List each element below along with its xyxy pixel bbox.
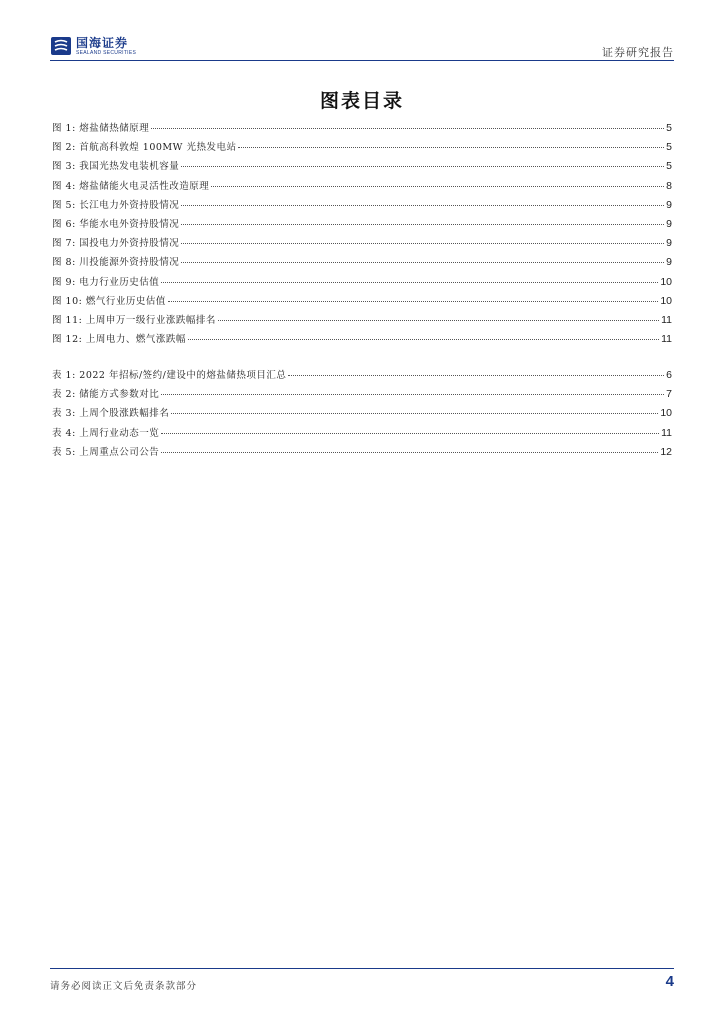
toc-entry-label: 表 3: 上周个股涨跌幅排名 (52, 408, 170, 420)
dot-leader (161, 433, 659, 434)
figure-toc-entry[interactable] (52, 216, 672, 235)
toc-entry-label: 图 8: 川投能源外资持股情况 (52, 257, 180, 269)
disclaimer-note: 请务必阅读正文后免责条款部分 (50, 981, 198, 992)
toc-entry-page: 11 (661, 313, 672, 326)
dot-leader (168, 301, 658, 302)
table-toc-entry[interactable] (52, 405, 672, 424)
toc-entry-page: 5 (666, 141, 672, 154)
figure-toc-entry[interactable] (52, 254, 672, 273)
dot-leader (161, 282, 658, 283)
dot-leader (181, 205, 664, 206)
toc-entry-page: 6 (666, 369, 672, 381)
table-list (52, 367, 672, 463)
toc-entry-label: 图 12: 上周电力、燃气涨跌幅 (52, 334, 186, 346)
toc-entry-label: 图 7: 国投电力外资持股情况 (52, 238, 180, 250)
figure-list (52, 120, 672, 350)
figure-toc-entry[interactable] (52, 312, 672, 331)
toc-entry-page: 10 (660, 407, 672, 420)
figure-toc-entry[interactable] (52, 293, 672, 312)
page-header (50, 30, 674, 61)
toc-entry-label: 表 2: 储能方式参数对比 (52, 389, 160, 401)
dot-leader (161, 452, 658, 453)
toc-entry-label: 图 4: 熔盐储能火电灵活性改造原理 (52, 180, 210, 192)
figure-toc-entry[interactable] (52, 197, 672, 216)
toc-entry-page: 10 (660, 294, 672, 307)
toc-entry-label: 图 3: 我国光热发电装机容量 (52, 161, 180, 173)
dot-leader (238, 147, 664, 148)
page-footer (50, 968, 674, 999)
figure-toc-entry[interactable] (52, 139, 672, 158)
logo-chinese-name: 国海证券 (76, 35, 129, 50)
dot-leader (181, 166, 664, 167)
figure-toc-entry[interactable] (52, 120, 672, 139)
toc-entry-page: 10 (660, 275, 672, 288)
toc-entry-page: 11 (661, 426, 672, 439)
toc-entry-label: 图 11: 上周申万一级行业涨跌幅排名 (52, 314, 216, 326)
toc-entry-page: 9 (666, 217, 672, 230)
company-logo (50, 36, 136, 56)
page-title: 图表目录 (319, 90, 404, 112)
dot-leader (151, 128, 664, 129)
page-number: 4 (665, 973, 674, 990)
toc-entry-page: 9 (666, 256, 672, 269)
figure-toc-entry[interactable] (52, 331, 672, 350)
toc-entry-page: 8 (666, 179, 672, 192)
toc-entry-label: 表 5: 上周重点公司公告 (52, 446, 160, 458)
dot-leader (181, 224, 664, 225)
toc-entry-page: 5 (666, 122, 672, 134)
toc-entry-label: 表 1: 2022 年招标/签约/建设中的熔盐储热项目汇总 (52, 370, 287, 381)
dot-leader (218, 320, 659, 321)
toc-entry-page: 9 (666, 198, 672, 211)
table-toc-entry[interactable] (52, 367, 672, 386)
figure-toc-entry[interactable] (52, 274, 672, 293)
sealand-logo-icon (50, 36, 72, 56)
dot-leader (188, 339, 659, 340)
toc-entry-label: 图 5: 长江电力外资持股情况 (52, 199, 180, 211)
figure-toc-entry[interactable] (52, 178, 672, 197)
toc-entry-page: 7 (666, 388, 672, 401)
table-toc-entry[interactable] (52, 386, 672, 405)
figure-toc-entry[interactable] (52, 158, 672, 177)
dot-leader (171, 413, 658, 414)
logo-english-name: SEALAND SECURITIES (76, 49, 137, 56)
toc-entry-label: 图 6: 华能水电外资持股情况 (52, 218, 180, 230)
toc-entry-page: 11 (661, 333, 672, 346)
report-type-label: 证券研究报告 (602, 46, 674, 59)
toc-entry-page: 12 (660, 445, 672, 458)
toc-entry-label: 图 1: 熔盐储热储原理 (52, 123, 150, 134)
toc-entry-label: 图 10: 燃气行业历史估值 (52, 295, 166, 307)
table-toc-entry[interactable] (52, 425, 672, 444)
toc-entry-page: 9 (666, 237, 672, 250)
figure-toc-entry[interactable] (52, 235, 672, 254)
toc-entry-label: 表 4: 上周行业动态一览 (52, 427, 160, 439)
toc-entry-page: 5 (666, 160, 672, 173)
dot-leader (211, 186, 664, 187)
dot-leader (288, 375, 664, 376)
dot-leader (181, 243, 664, 244)
toc-entry-label: 图 9: 电力行业历史估值 (52, 276, 160, 288)
dot-leader (161, 394, 664, 395)
table-toc-entry[interactable] (52, 444, 672, 463)
toc-entry-label: 图 2: 首航高科敦煌 100MW 光热发电站 (52, 142, 237, 154)
dot-leader (181, 262, 664, 263)
